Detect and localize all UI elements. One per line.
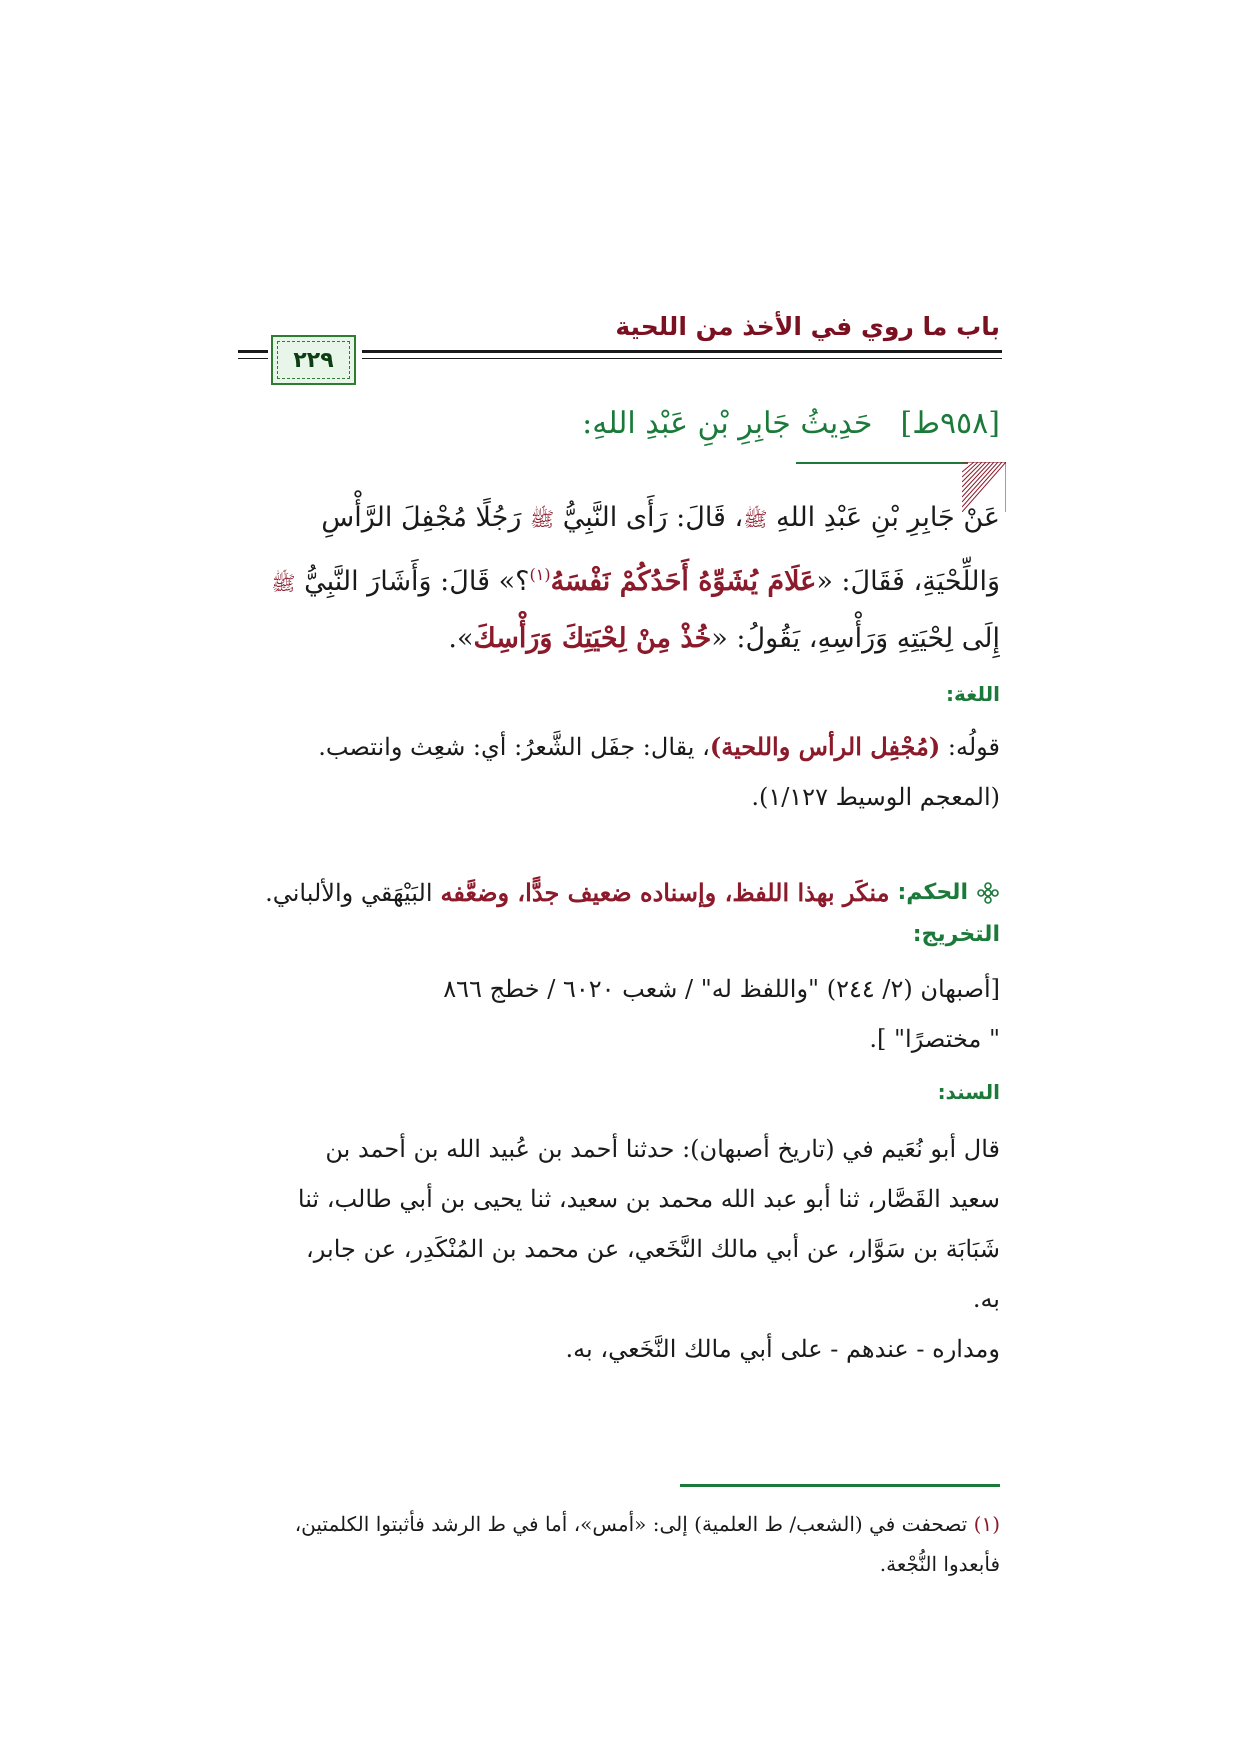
lugha-term: (مُجْفِل الرأس واللحية)	[709, 732, 941, 761]
header-rule-left-thin	[238, 358, 268, 359]
page-number-badge	[271, 335, 356, 385]
header-rule-right-thick	[362, 350, 1002, 353]
lugha-text	[238, 722, 1000, 822]
prophetic-quote: عَلَامَ يُشَوِّهُ أَحَدُكُمْ نَفْسَهُ	[550, 566, 817, 597]
takhrij-line-1: [أصبهان (٢/ ٢٤٤) "واللفظ له" / شعب ٦٠٢٠ / خطج ٨٦٦	[443, 975, 1000, 1003]
text-segment: قولُه:	[940, 733, 1000, 761]
sanad-madar: ومداره - عندهم - على أبي مالك النَّخَعي، به.	[565, 1335, 1000, 1363]
honorific-ligature: ﷺ	[529, 507, 555, 531]
sanad-text	[238, 1124, 1000, 1374]
text-segment: ، قَالَ: رَأَى النَّبِيُّ	[562, 502, 744, 533]
footnote-number: (١)	[973, 1512, 1000, 1536]
text-segment: عَنْ جَابِرِ بْنِ عَبْدِ اللهِ	[776, 502, 1000, 533]
text-segment: تصحفت في (الشعب/ ط العلمية) إلى: «أمس»، أما في ط الرشد فأثبتوا الكلمتين،	[294, 1512, 968, 1536]
hadith-line-1	[238, 490, 1000, 547]
lugha-line-1	[238, 722, 1000, 772]
hukm-line	[265, 878, 1000, 907]
footnote	[238, 1504, 1000, 1584]
hadith-title: حَدِيثُ جَابِرِ بْنِ عَبْدِ اللهِ:	[582, 406, 873, 441]
hadith-number: [٩٥٨ط]	[900, 406, 1000, 441]
text-segment: ».	[448, 623, 474, 654]
sanad-label: السند:	[937, 1080, 1000, 1104]
takhrij-line-2: " مختصرًا" ].	[869, 1025, 1000, 1053]
lugha-line-2: (المعجم الوسيط ١/١٢٧).	[751, 783, 1000, 811]
footnote-separator	[680, 1484, 1000, 1487]
header-rule-right-thin	[362, 358, 1002, 359]
text-segment: إِلَى لِحْيَتِهِ وَرَأْسِهِ، يَقُولُ: «	[711, 623, 1000, 654]
text-segment: وَاللِّحْيَةِ، فَقَالَ: «	[816, 566, 1000, 597]
hukm-verdict: منكَر بهذا اللفظ، وإسناده ضعيف جدًّا، وضعَّفه	[440, 878, 890, 907]
sanad-line-4: به.	[972, 1285, 1000, 1313]
sanad-line-3: شَبَابَة بن سَوَّار، عن أبي مالك النَّخَعي، عن محمد بن المُنْكَدِر، عن جابر،	[306, 1235, 1000, 1263]
takhrij-label: التخريج:	[912, 922, 1000, 947]
text-segment: رَجُلًا مُجْفِلَ الرَّأْسِ	[321, 502, 522, 533]
hukm-rest: البَيْهَقي والألباني.	[265, 878, 433, 907]
flower-ornament-icon	[976, 881, 1000, 905]
hadith-line-3	[238, 611, 1000, 667]
hadith-text	[238, 490, 1000, 667]
text-segment: ؟» قَالَ: وَأَشَارَ النَّبِيُّ	[304, 566, 530, 597]
footnote-line-1	[238, 1504, 1000, 1544]
text-segment: ، يقال: جفَل الشَّعرُ: أي: شعِث وانتصب.	[318, 733, 710, 761]
chapter-title: باب ما روي في الأخذ من اللحية	[615, 312, 1000, 341]
footnote-line-2: فأبعدوا النُّجْعة.	[879, 1552, 1000, 1576]
hadith-line-2	[238, 547, 1000, 611]
takhrij-text	[238, 964, 1000, 1064]
hadith-heading	[582, 406, 1000, 441]
sanad-line-2: سعيد القَصَّار، ثنا أبو عبد الله محمد بن سعيد، ثنا يحيى بن أبي طالب، ثنا	[297, 1185, 1000, 1213]
footnote-ref[interactable]: (١)	[529, 565, 551, 584]
header-rule-left-thick	[238, 350, 268, 353]
lugha-label: اللغة:	[946, 682, 1000, 706]
hukm-label: الحكم:	[897, 880, 968, 905]
heading-underline	[796, 462, 968, 464]
sanad-line-1: قال أبو نُعَيم في (تاريخ أصبهان): حدثنا أحمد بن عُبيد الله بن أحمد بن	[325, 1135, 1000, 1163]
page-number: ٢٢٩	[293, 347, 334, 373]
honorific-ligature: ﷺ	[743, 507, 768, 531]
prophetic-quote: خُذْ مِنْ لِحْيَتِكَ وَرَأْسِكَ	[473, 623, 712, 654]
honorific-ligature: ﷺ	[271, 571, 296, 595]
